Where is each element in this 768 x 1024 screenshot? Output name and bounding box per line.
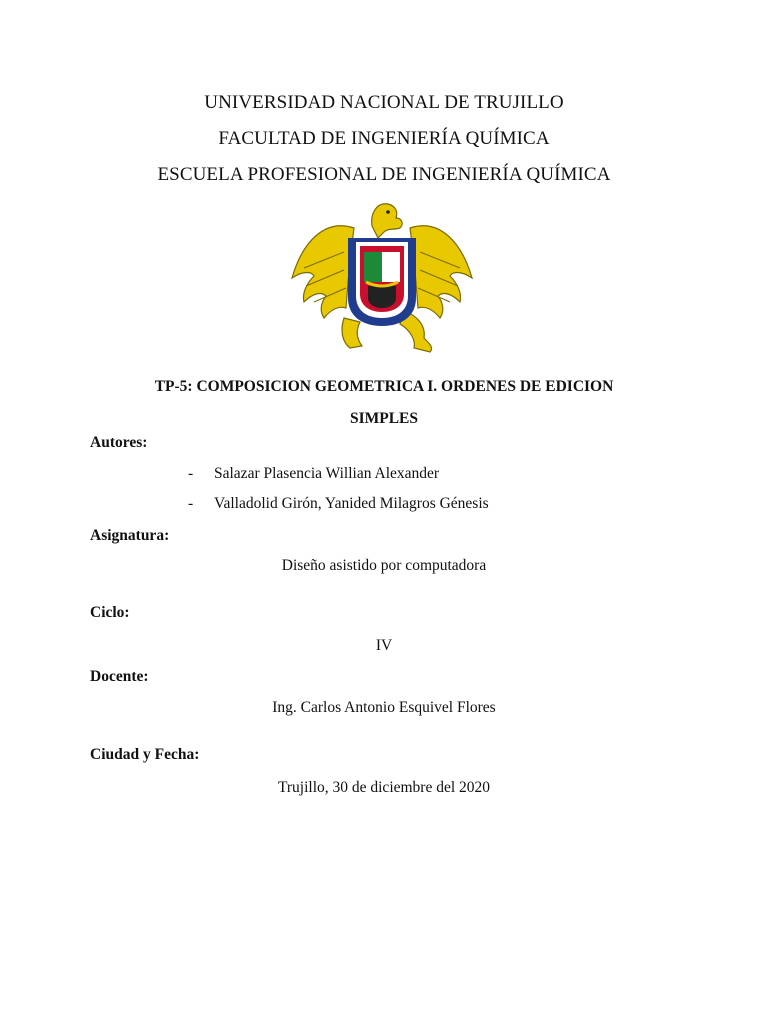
subject-value: Diseño asistido por computadora (281, 557, 487, 574)
author-item (188, 465, 439, 483)
faculty-name: FACULTAD DE INGENIERÍA QUÍMICA (218, 128, 550, 149)
school-name: ESCUELA PROFESIONAL DE INGENIERÍA QUÍMICA (157, 164, 611, 185)
place-date-label: Ciudad y Fecha: (90, 746, 200, 763)
teacher-label: Docente: (90, 668, 149, 685)
university-crest-icon (284, 198, 480, 354)
teacher-value: Ing. Carlos Antonio Esquivel Flores (272, 699, 496, 716)
cycle-value: IV (375, 637, 393, 654)
author-item (188, 495, 489, 513)
author-bullet: - (188, 465, 194, 482)
author-bullet: - (188, 495, 194, 512)
subject-label: Asignatura: (90, 527, 170, 544)
authors-label: Autores: (90, 434, 148, 451)
document-title-line-2: SIMPLES (349, 410, 419, 427)
document-title-line-1: TP-5: COMPOSICION GEOMETRICA I. ORDENES DE EDICION (154, 378, 614, 395)
place-date-value: Trujillo, 30 de diciembre del 2020 (277, 779, 491, 796)
university-name: UNIVERSIDAD NACIONAL DE TRUJILLO (204, 92, 564, 113)
author-name: Valladolid Girón, Yanided Milagros Génesis (214, 495, 489, 512)
author-name: Salazar Plasencia Willian Alexander (214, 465, 440, 482)
cycle-label: Ciclo: (90, 604, 130, 621)
